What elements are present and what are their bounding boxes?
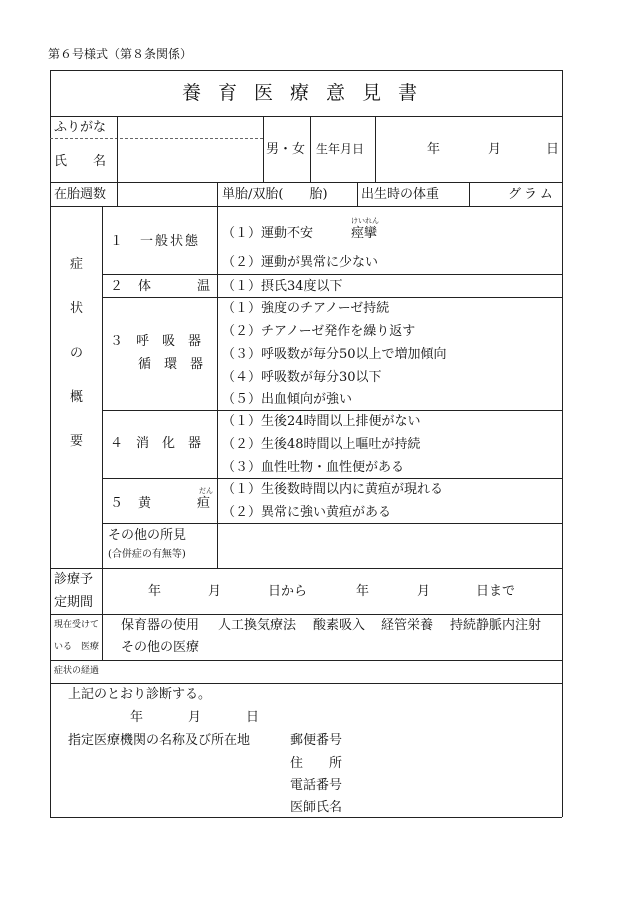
- temperature-label-a: 体: [138, 279, 152, 294]
- care-tube-feeding[interactable]: 経管栄養: [381, 618, 434, 633]
- respiratory-item-5: （５）出血傾向が強い: [222, 392, 353, 407]
- birth-day-unit: 日: [546, 142, 560, 157]
- digestive-item-3: （３）血性吐物・血性便がある: [222, 460, 405, 475]
- complications-sublabel: (合併症の有無等): [108, 549, 186, 560]
- period-label-b: 定期間: [54, 595, 94, 610]
- current-care-label-b: いる 医療: [54, 642, 100, 652]
- care-other[interactable]: その他の医療: [121, 640, 200, 655]
- doctor-name-label: 医師氏名: [290, 800, 343, 815]
- jaundice-item-2: （２）異常に強い黄疸がある: [222, 505, 392, 520]
- cert-month: 月: [188, 710, 202, 725]
- respiratory-item-4: （４）呼吸数が毎分30以下: [222, 370, 382, 385]
- certification-statement: 上記のとおり診断する。: [68, 687, 212, 702]
- current-care-label-a: 現在受けて: [54, 620, 100, 630]
- digestive-item-1: （１）生後24時間以上排便がない: [222, 414, 421, 429]
- gestation-label: 在胎週数: [54, 187, 107, 202]
- digestive-label: ４ 消 化 器: [110, 436, 202, 451]
- form-title: 養育医療意見書: [182, 82, 435, 104]
- multiplicity-label: 単胎/双胎( 胎): [222, 187, 328, 202]
- cert-day: 日: [246, 710, 260, 725]
- symptom-course-field[interactable]: [105, 662, 559, 681]
- general-item-1: （１）運動不安: [222, 226, 314, 241]
- institution-label: 指定医療機関の名称及び所在地: [68, 733, 251, 748]
- convulsion-term: 痙攣: [351, 226, 378, 241]
- phone-label: 電話番号: [290, 778, 343, 793]
- symptom-course-label: 症状の経過: [54, 666, 100, 676]
- name-label: 氏 名: [54, 154, 107, 169]
- form-number: 第６号様式（第８条関係）: [48, 47, 193, 61]
- respiratory-item-3: （３）呼吸数が毎分50以上で増加傾向: [222, 347, 447, 362]
- care-oxygen[interactable]: 酸素吸入: [313, 618, 366, 633]
- jaundice-reading: だん: [199, 487, 213, 495]
- birth-month-unit: 月: [488, 142, 502, 157]
- circulatory-label: 循 環 器: [138, 357, 204, 372]
- general-condition-label: １ 一般状態: [110, 234, 201, 249]
- weight-unit: グラム: [508, 187, 556, 202]
- birth-date-label: 生年月日: [316, 142, 365, 156]
- convulsion-reading: けいれん: [351, 217, 379, 225]
- care-iv-infusion[interactable]: 持続静脈内注射: [450, 618, 542, 633]
- jaundice-num: ５: [110, 496, 124, 511]
- cert-year: 年: [130, 710, 144, 725]
- temperature-item-1: （１）摂氏34度以下: [222, 279, 343, 294]
- other-findings-label: その他の所見: [108, 528, 187, 543]
- period-end-day: 日まで: [476, 584, 516, 599]
- name-field[interactable]: [120, 142, 260, 178]
- respiratory-item-2: （２）チアノーゼ発作を繰り返す: [222, 324, 416, 339]
- respiratory-label: ３ 呼 吸 器: [110, 334, 202, 349]
- birth-year-unit: 年: [427, 142, 441, 157]
- period-end-year: 年: [356, 584, 370, 599]
- period-end-month: 月: [417, 584, 431, 599]
- jaundice-label-a: 黄: [138, 496, 152, 511]
- digestive-item-2: （２）生後48時間以上嘔吐が持続: [222, 437, 421, 452]
- address-label: 住 所: [290, 756, 343, 771]
- jaundice-item-1: （１）生後数時間以内に黄疸が現れる: [222, 482, 444, 497]
- period-start-day: 日から: [268, 584, 308, 599]
- period-start-month: 月: [208, 584, 222, 599]
- jaundice-label-b: 疸: [197, 496, 211, 511]
- sex-options[interactable]: 男・女: [266, 142, 306, 157]
- furigana-field[interactable]: [120, 120, 260, 136]
- birth-weight-label: 出生時の体重: [361, 187, 440, 202]
- period-label-a: 診療予: [54, 572, 94, 587]
- temperature-num: ２: [110, 279, 124, 294]
- respiratory-item-1: （１）強度のチアノーゼ持続: [222, 301, 390, 316]
- period-start-year: 年: [148, 584, 162, 599]
- general-item-2: （２）運動が異常に少ない: [222, 255, 379, 270]
- care-ventilation[interactable]: 人工換気療法: [218, 618, 297, 633]
- postal-code-label: 郵便番号: [290, 733, 343, 748]
- other-findings-field[interactable]: [220, 526, 558, 566]
- temperature-label-b: 温: [197, 279, 211, 294]
- care-incubator[interactable]: 保育器の使用: [121, 618, 200, 633]
- furigana-label: ふりがな: [54, 120, 107, 135]
